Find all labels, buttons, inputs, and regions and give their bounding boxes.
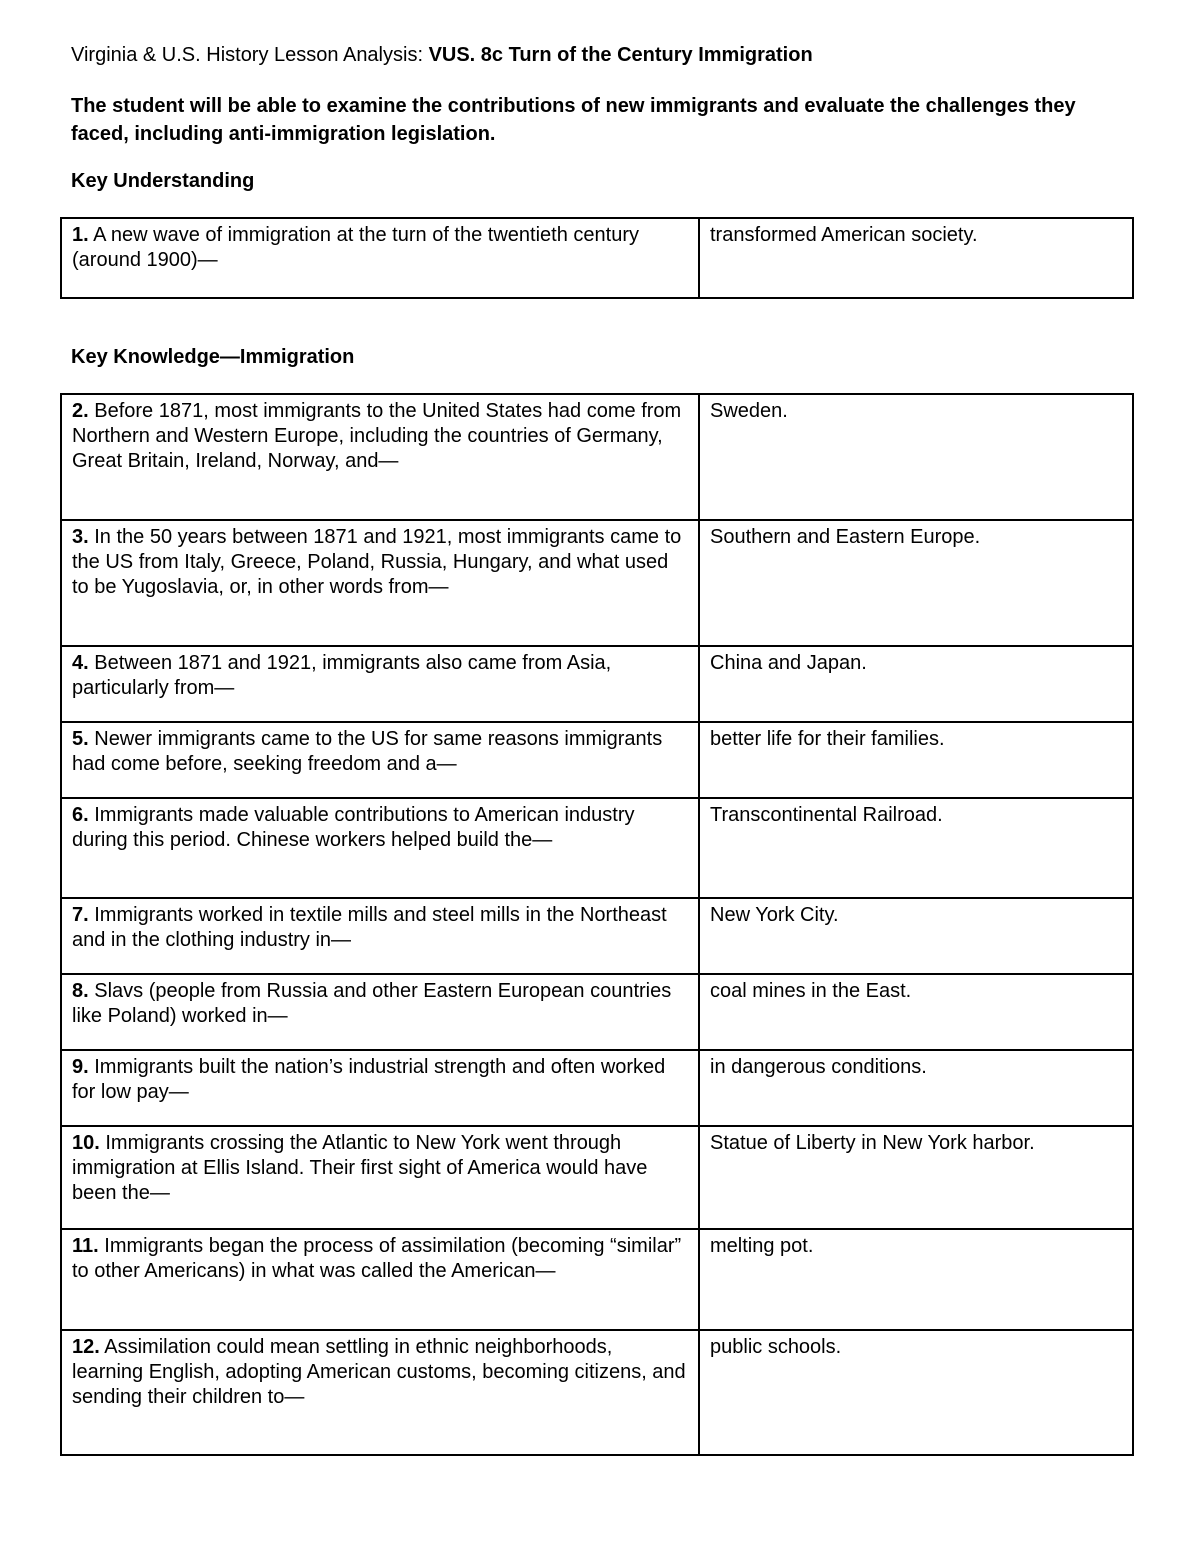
table-row — [61, 1330, 1133, 1455]
question-cell — [61, 1050, 699, 1126]
question-number: 7. — [72, 904, 89, 926]
question-text: Slavs (people from Russia and other Eastern European countries like Poland) worked in— — [72, 980, 672, 1027]
question-text: Assimilation could mean settling in ethnic neighborhoods, learning English, adopting American customs, becoming citizens, and sending their children to— — [72, 1336, 686, 1408]
table-row — [61, 974, 1133, 1050]
question-number: 4. — [72, 652, 89, 674]
question-cell — [61, 974, 699, 1050]
question-text: Immigrants built the nation’s industrial strength and often worked for low pay— — [72, 1056, 666, 1103]
question-text: Immigrants began the process of assimilation (becoming “similar” to other Americans) in what was called the American— — [72, 1235, 682, 1282]
key-understanding-heading: Key Understanding — [71, 170, 255, 192]
answer-cell: New York City. — [699, 898, 1133, 974]
header-topic: VUS. 8c Turn of the Century Immigration — [428, 44, 813, 66]
question-cell — [61, 898, 699, 974]
question-text: Before 1871, most immigrants to the United States had come from Northern and Western Europe, including the countries of Germany, Great Britain, Ireland, Norway, and— — [72, 400, 682, 472]
question-number: 10. — [72, 1132, 100, 1154]
question-number: 1. — [72, 224, 89, 246]
question-text: Between 1871 and 1921, immigrants also came from Asia, particularly from— — [72, 652, 612, 699]
answer-cell: coal mines in the East. — [699, 974, 1133, 1050]
answer-cell: China and Japan. — [699, 646, 1133, 722]
question-number: 2. — [72, 400, 89, 422]
question-text: Immigrants crossing the Atlantic to New York went through immigration at Ellis Island. Their first sight of America would have been the— — [72, 1132, 648, 1204]
table-row — [61, 798, 1133, 898]
question-number: 6. — [72, 804, 89, 826]
question-cell — [61, 1126, 699, 1229]
table-row — [61, 646, 1133, 722]
question-number: 9. — [72, 1056, 89, 1078]
question-number: 8. — [72, 980, 89, 1002]
question-number: 3. — [72, 526, 89, 548]
question-text: A new wave of immigration at the turn of the twentieth century (around 1900)— — [72, 224, 639, 271]
question-cell — [61, 646, 699, 722]
key-knowledge-table — [60, 393, 1134, 1456]
key-understanding-table — [60, 217, 1134, 299]
answer-cell: Transcontinental Railroad. — [699, 798, 1133, 898]
question-cell — [61, 1330, 699, 1455]
table-row — [61, 722, 1133, 798]
question-cell — [61, 520, 699, 646]
question-cell — [61, 394, 699, 520]
table-row — [61, 520, 1133, 646]
question-number: 11. — [72, 1235, 99, 1257]
question-number: 12. — [72, 1336, 100, 1358]
key-knowledge-heading: Key Knowledge—Immigration — [71, 346, 355, 368]
header-prefix: Virginia & U.S. History Lesson Analysis: — [71, 44, 429, 66]
learning-objective: The student will be able to examine the contributions of new immigrants and evaluate the challenges they faced, including anti-immigration legislation. — [71, 95, 1076, 145]
answer-cell: Statue of Liberty in New York harbor. — [699, 1126, 1133, 1229]
table-row — [61, 1050, 1133, 1126]
table-row — [61, 218, 1133, 298]
table-row — [61, 1126, 1133, 1229]
table-row — [61, 394, 1133, 520]
question-number: 5. — [72, 728, 89, 750]
answer-cell: Sweden. — [699, 394, 1133, 520]
question-cell — [61, 798, 699, 898]
table-row — [61, 898, 1133, 974]
answer-cell: melting pot. — [699, 1229, 1133, 1330]
question-cell — [61, 1229, 699, 1330]
answer-cell: in dangerous conditions. — [699, 1050, 1133, 1126]
question-text: Immigrants worked in textile mills and steel mills in the Northeast and in the clothing industry in— — [72, 904, 667, 951]
question-cell — [61, 218, 699, 298]
answer-cell: public schools. — [699, 1330, 1133, 1455]
document-header — [71, 44, 813, 67]
answer-cell: better life for their families. — [699, 722, 1133, 798]
question-text: Immigrants made valuable contributions to American industry during this period. Chinese workers helped build the— — [72, 804, 635, 851]
answer-cell: transformed American society. — [699, 218, 1133, 298]
answer-cell: Southern and Eastern Europe. — [699, 520, 1133, 646]
question-text: In the 50 years between 1871 and 1921, most immigrants came to the US from Italy, Greece, Poland, Russia, Hungary, and what used to be Yugoslavia, or, in other words from— — [72, 526, 682, 598]
question-text: Newer immigrants came to the US for same reasons immigrants had come before, seeking freedom and a— — [72, 728, 663, 775]
table-row — [61, 1229, 1133, 1330]
question-cell — [61, 722, 699, 798]
